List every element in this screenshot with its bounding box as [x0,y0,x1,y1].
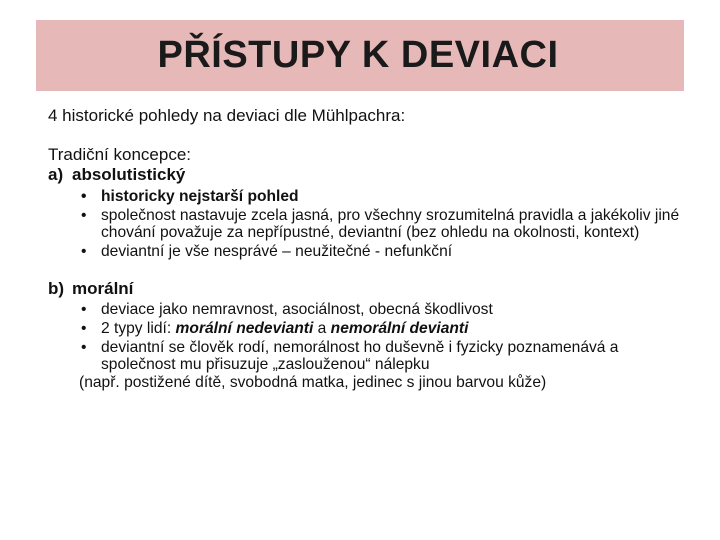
title-band [36,20,684,91]
list-item-prefix: 2 typy lidí: [101,320,176,337]
slide-content [48,106,688,392]
section-b [48,279,688,392]
emphasis-moral: morální nedevianti [175,320,314,337]
section-b-list [48,301,688,373]
section-b-heading [48,279,688,299]
emphasis-immoral: nemorální devianti [330,320,469,337]
list-item [78,301,688,318]
bullet-icon: • [81,320,87,337]
section-b-title: morální [72,279,134,298]
bullet-icon: • [81,339,87,356]
list-item-text: deviantní se člověk rodí, nemorálnost ho duševně i fyzicky poznamenává a společnost mu přisuzuje „zaslouženou“ nálepku [101,339,619,373]
section-a-title: absolutistický [72,165,186,184]
bullet-icon: • [81,188,87,205]
intro-text: 4 historické pohledy na deviaci dle Mühlpachra: [48,106,406,125]
list-item-text: deviace jako nemravnost, asociálnost, obecná škodlivost [101,301,493,318]
list-item [78,188,688,205]
list-item-connector: a [313,320,331,337]
list-item [78,339,688,373]
page-title: PŘÍSTUPY K DEVIACI [157,34,559,76]
list-item [78,320,688,337]
section-b-letter: b) [48,279,65,298]
list-item-text: historicky nejstarší pohled [101,188,299,205]
section-a [48,165,688,260]
list-item-text: deviantní je vše nesprávé – neužitečné - nefunkční [101,243,453,260]
subheading: Tradiční koncepce: [48,145,191,164]
example-note: (např. postižené dítě, svobodná matka, jedinec s jinou barvou kůže) [79,374,547,391]
section-a-list [48,188,688,260]
list-item [78,243,688,260]
list-item-text: společnost nastavuje zcela jasná, pro všechny srozumitelná pravidla a jakékoliv jiné chování považuje za nepřípustné, deviantní (bez ohledu na okolnosti, kontext) [101,207,680,241]
section-a-heading [48,165,688,185]
bullet-icon: • [81,301,87,318]
list-item [78,207,688,241]
bullet-icon: • [81,243,87,260]
section-a-letter: a) [48,165,64,184]
bullet-icon: • [81,207,87,224]
